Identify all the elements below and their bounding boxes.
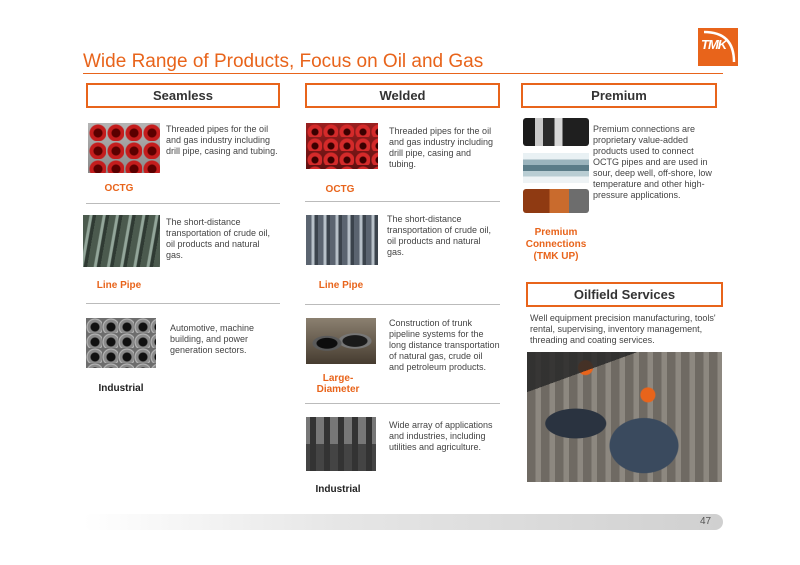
premium-connection-image-3 xyxy=(523,189,589,213)
premium-label-line: Connections xyxy=(525,239,587,250)
premium-connections-label xyxy=(521,227,591,263)
divider xyxy=(305,304,500,305)
seamless-octg-description: Threaded pipes for the oil and gas industry including drill pipe, casing and tubing. xyxy=(166,124,278,156)
premium-connection-image-1 xyxy=(523,118,589,146)
tmk-logo xyxy=(698,28,738,66)
welded-large-diameter-description: Construction of trunk pipeline systems for the long distance transportation of natural gas, crude oil and petroleum products. xyxy=(389,318,500,372)
premium-connection-image-2 xyxy=(523,153,589,183)
seamless-line-pipe-label: Line Pipe xyxy=(96,280,142,291)
oilfield-services-photo xyxy=(527,352,722,482)
premium-label-line: Premium xyxy=(534,227,578,238)
welded-large-diameter-image xyxy=(306,318,376,364)
seamless-octg-image xyxy=(88,123,160,173)
welded-large-diameter-label: Large-Diameter xyxy=(316,373,360,395)
oilfield-services-description: Well equipment precision manufacturing, tools' rental, supervising, inventory management, threading and coating services. xyxy=(530,313,716,345)
title-divider xyxy=(83,73,723,74)
premium-description: Premium connections are proprietary value-added products used to connect OCTG pipes and are used in sour, deep well, off-shore, low temperature and other high-pressure applications. xyxy=(593,124,712,200)
seamless-industrial-description: Automotive, machine building, and power generation sectors. xyxy=(170,323,255,355)
premium-header: Premium xyxy=(521,83,717,108)
welded-octg-label: OCTG xyxy=(325,184,355,195)
divider xyxy=(86,203,280,204)
divider xyxy=(305,201,500,202)
seamless-line-pipe-image xyxy=(83,215,160,267)
logo-text: TMK xyxy=(701,37,727,52)
seamless-industrial-image xyxy=(86,318,156,368)
page-number: 47 xyxy=(700,516,712,527)
welded-octg-description: Threaded pipes for the oil and gas industry including drill pipe, casing and tubing. xyxy=(389,126,494,169)
welded-line-pipe-label: Line Pipe xyxy=(318,280,364,291)
welded-header: Welded xyxy=(305,83,500,108)
welded-industrial-label: Industrial xyxy=(315,484,361,495)
divider xyxy=(305,403,500,404)
welded-industrial-description: Wide array of applications and industries, including utilities and agriculture. xyxy=(389,420,493,452)
welded-line-pipe-image xyxy=(306,215,378,265)
seamless-line-pipe-description: The short-distance transportation of crude oil, oil products and natural gas. xyxy=(166,217,271,260)
welded-industrial-image xyxy=(306,417,376,471)
footer-bar xyxy=(83,514,723,530)
welded-octg-image xyxy=(306,123,378,169)
seamless-industrial-label: Industrial xyxy=(98,383,144,394)
page-title: Wide Range of Products, Focus on Oil and Gas xyxy=(83,51,484,72)
divider xyxy=(86,303,280,304)
premium-label-line: (TMK UP) xyxy=(533,251,579,262)
seamless-octg-label: OCTG xyxy=(104,183,134,194)
welded-line-pipe-description: The short-distance transportation of crude oil, oil products and natural gas. xyxy=(387,214,492,257)
seamless-header: Seamless xyxy=(86,83,280,108)
oilfield-services-header: Oilfield Services xyxy=(526,282,723,307)
